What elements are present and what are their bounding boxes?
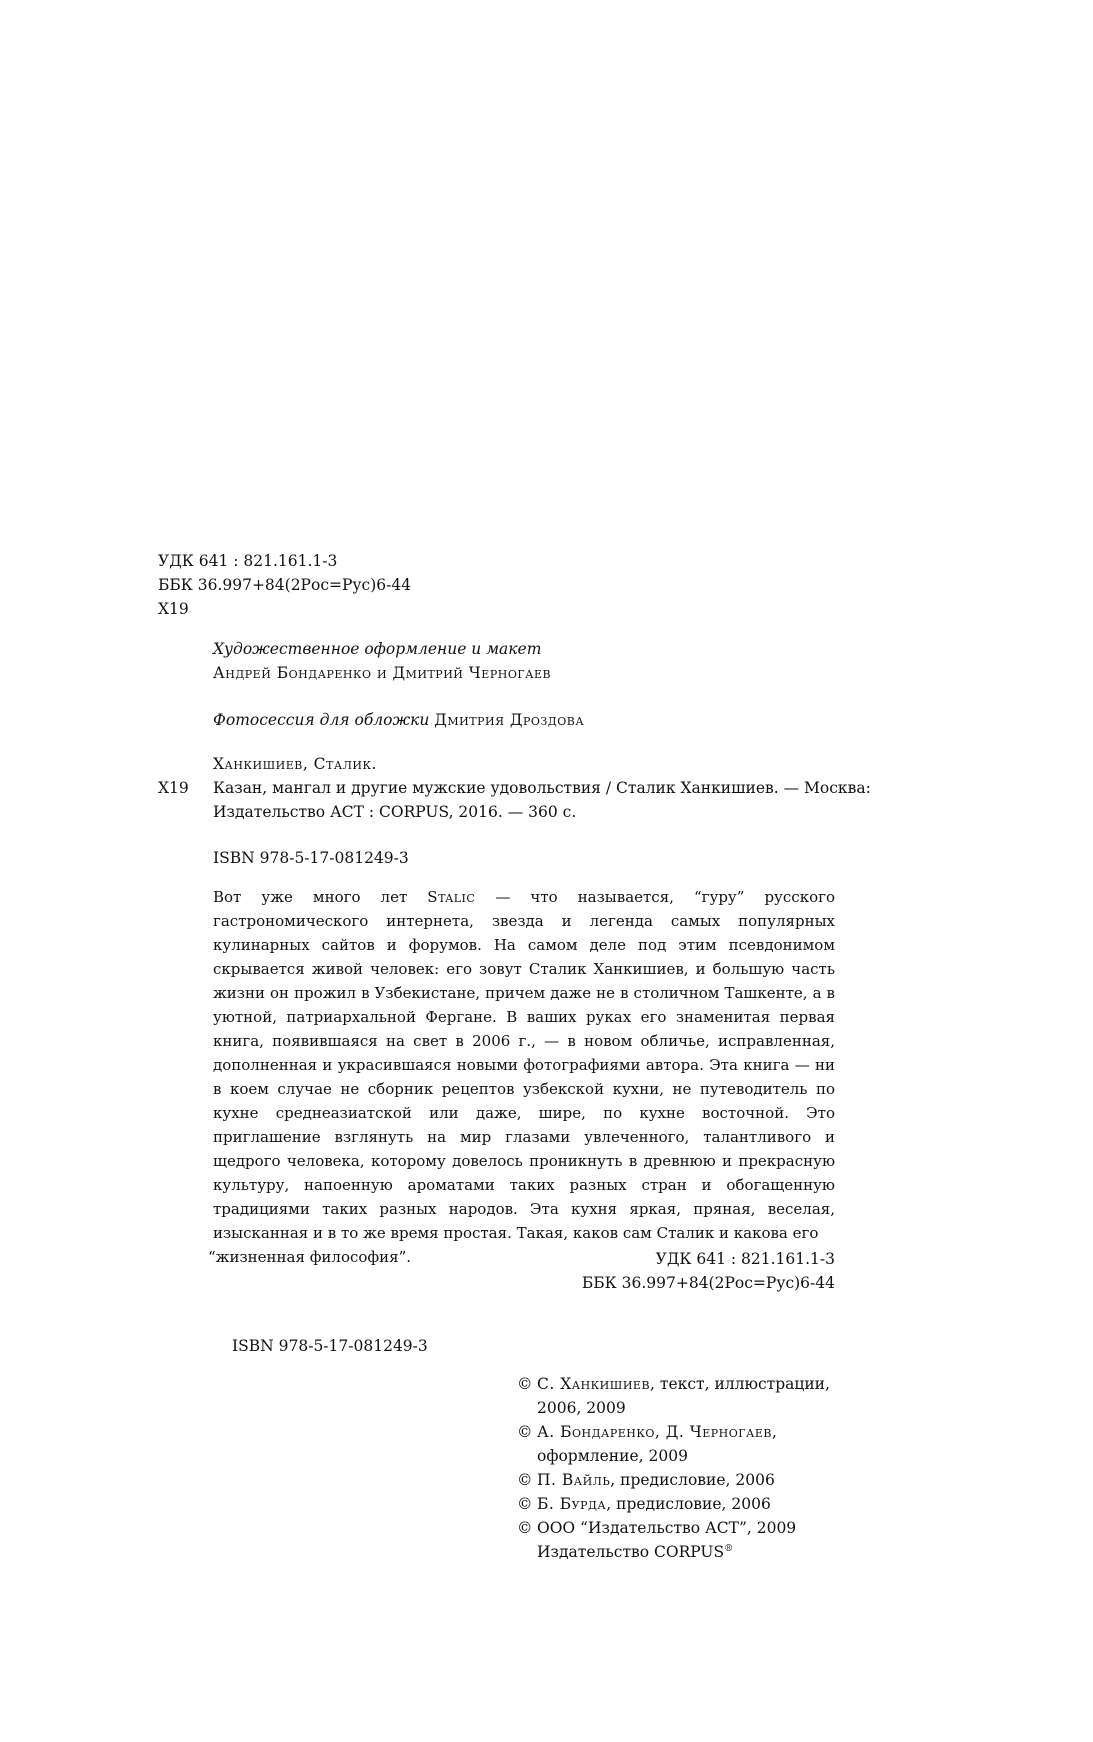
copyright-details: , оформление, 2009 [537,1423,777,1465]
design-credit [213,637,551,685]
copyright-holder: Б. Бурда [537,1495,607,1513]
copyright-icon: © [517,1471,533,1489]
design-credit-label: Художественное оформление и макет [213,640,542,658]
cutter-code-entry: Х19 [158,779,189,797]
copyright-details: , предисловие, 2006 [606,1495,771,1513]
registered-trademark-icon: ® [724,1543,734,1554]
author-heading: Ханкишиев, Сталик. [213,755,377,773]
copyright-details: , текст, иллюстрации, 2006, 2009 [537,1375,830,1417]
bbk-code: ББК 36.997+84(2Рос=Рус)6-44 [158,576,412,594]
copyright-item [517,1372,847,1420]
isbn-top: ISBN 978-5-17-081249-3 [213,849,409,867]
bibliographic-description-line: Казан, мангал и другие мужские удовольствия / Сталик Ханкишиев. — Москва: [213,779,871,797]
classification-codes [158,549,411,621]
publisher-name: Издательство CORPUS [537,1543,725,1561]
abstract-pseudonym: Stalic [427,888,476,906]
abstract-paragraph [208,885,835,1269]
copyright-details: ООО “Издательство АСТ”, 2009 [537,1519,797,1537]
abstract-text: — что называется, “гуру” русского гастрономического интернета, звезда и легенда самых популярных кулинарных сайтов и форумов. На самом деле под этим псевдонимом скрывается живой человек: его зовут Сталик Ханкишиев, и большую часть жизни он прожил в Узбекистане, причем даже не в столичном Ташкенте, а в уютной, патриархальной Фергане. В ваших руках его знаменитая первая книга, появившаяся на свет в 2006 г., — в новом обличье, исправленная, дополненная и украсившаяся новыми фотографиями автора. Эта книга — ни в коем случае не сборник рецептов узбекской кухни, не путеводитель по кухне среднеазиатской или даже, шире, по кухне восточной. Это приглашение взглянуть на мир глазами увлеченного, талантливого и щедрого человека, которому довелось проникнуть в древнюю и прекрасную культуру, напоенную ароматами таких разных стран и обогащенную традициями таких разных народов. Эта кухня яркая, пряная, веселая, изысканная и в то же время простая. Такая, каков сам Сталик и какова его [213,888,835,1242]
copyright-details: , предисловие, 2006 [610,1471,775,1489]
copyright-holder: А. Бондаренко, Д. Черногаев [537,1423,772,1441]
bibliographic-description-line: Издательство АСТ : CORPUS, 2016. — 360 с. [213,803,577,821]
publisher-line [517,1540,847,1564]
copyright-item [517,1492,847,1516]
copyright-icon: © [517,1375,533,1393]
photo-credit [213,708,584,732]
isbn-bottom: ISBN 978-5-17-081249-3 [232,1337,428,1355]
copyright-item [517,1516,847,1540]
copyright-holder: С. Ханкишиев [537,1375,651,1393]
copyright-icon: © [517,1423,533,1441]
photo-credit-label: Фотосессия для обложки [213,711,430,729]
bbk-code-bottom: ББК 36.997+84(2Рос=Рус)6-44 [581,1274,835,1292]
bibliographic-description [213,776,871,824]
copyright-holder: П. Вайль [537,1471,611,1489]
classification-codes-bottom [582,1247,835,1295]
abstract-ending: “жизненная философия”. [208,1248,412,1266]
copyright-item [517,1468,847,1492]
copyright-list [517,1372,847,1564]
copyright-icon: © [517,1495,533,1513]
copyright-icon: © [517,1519,533,1537]
photo-credit-name: Дмитрия Дроздова [434,711,585,729]
design-credit-names: Андрей Бондаренко и Дмитрий Черногаев [213,664,552,682]
udk-code: УДК 641 : 821.161.1-3 [158,552,338,570]
udk-code-bottom: УДК 641 : 821.161.1-3 [655,1250,835,1268]
cutter-code: Х19 [158,600,189,618]
copyright-item [517,1420,847,1468]
abstract-lead: Вот уже много лет [213,888,408,906]
